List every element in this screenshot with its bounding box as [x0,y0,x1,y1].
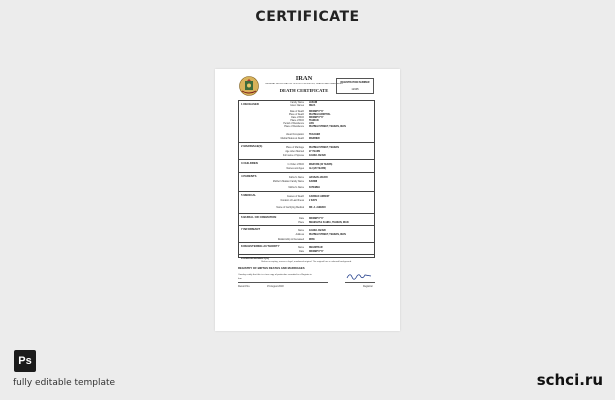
form-row: Place of Birth TEHRAN [290,120,319,122]
section-title: 8 REGISTERING AUTHORITY [241,244,280,248]
form-row: Marital Status at Death MARRIED [280,138,320,140]
coat-of-arms-icon [238,75,260,97]
form-row: Causes of Death CARDIAC ARREST [286,196,330,198]
form-row: Full name of Spouse ZAHRA JAFARI [282,155,326,157]
form-row: Duration of Last Illness 2 DAYS [280,200,318,202]
section-title: 9 ENDORSEMENT(S) [241,256,269,260]
form-row: Place of Residence RUZBEH STREET, TEHRAN, IRAN [284,126,346,128]
section-title: 1 DECEASED [241,102,259,106]
section-title: 7 INFORMANT [241,227,261,231]
registry-heading: REGISTRY OF BIRTHS DEATHS AND MARRIAGES [238,266,305,270]
signature-line [345,282,375,283]
brand-watermark: schci.ru [536,371,603,389]
section-title: 3 CHILDREN [241,161,258,165]
section-children [239,159,374,173]
form-row: Name REGISTRAR [297,247,323,249]
certificate-document [215,69,400,331]
photoshop-icon: Ps [14,350,36,372]
form-row: Age when Married 27 YEARS [285,151,321,153]
form-row: In Order of Birth MARYAM (32 YEARS) [287,164,333,166]
section-deceased [239,101,374,142]
form-row: Name ZAHRA JAFARI [297,230,326,232]
form-row: Date DD/MM/YYYY [299,251,324,253]
authenticity-note: Before accepting, ensure a legal, numbered original. The original has a coloured background. [261,261,352,263]
section-title: 5 MEDICAL [241,193,257,197]
certification-country: Iran [238,278,242,280]
form-row: Date of Death DD/MM/YYYY [289,111,324,113]
page-title: CERTIFICATE [255,9,360,25]
section-title: 2 MARRIAGE(S) [241,144,263,148]
section-title: 6 BURIAL OR CREMATION [241,215,277,219]
form-row: Relationship to Deceased WIFE [277,239,315,241]
form-divider [238,282,328,283]
form-row: Mother's Name FATEMEH [288,187,320,189]
section-endorsements [239,254,374,260]
section-medical [239,191,374,214]
registration-label: REGISTRATION NUMBER [340,81,370,84]
section-parents [239,172,374,192]
document-title: DEATH CERTIFICATE [279,88,329,93]
registration-number: 12345 [351,88,359,91]
record-date: 15 August 2018 [267,285,284,288]
template-caption: fully editable template [13,378,116,388]
form-row: Date of Birth DD/MM/YYYY [291,117,324,119]
certification-statement: I hereby certify that this is a true copy of particulars recorded in a Register in [238,274,312,276]
form-row: Given Names REZA [290,105,316,107]
form-row: Name of Certifying Medical DR. A. AHMADI [276,207,326,209]
form-row: Usual Occupation TEACHER [285,134,321,136]
country-name: IRAN [295,75,313,82]
form-row: Place of Death RUZBEH HOSPITAL [288,114,331,116]
form-row: Place BEHESHT-E ZAHRA, TEHRAN, IRAN [298,222,349,224]
section-informant [239,225,374,243]
form-row: Address RUZBEH STREET, TEHRAN, IRAN [295,234,346,236]
section-title: 4 PARENTS [241,174,257,178]
registration-box [336,78,374,94]
form-row: Family Name JAFARI [290,102,318,104]
record-number-label: Record No. [238,285,251,288]
form-row: Date DD/MM/YYYY [299,218,324,220]
issuing-office: GENERAL REGISTRATION OFFICE FOR BIRTHS, DEATHS AND MARRIAGES [265,83,343,85]
form-row: Place of Marriage RUZBEH STREET, TEHRAN [285,147,339,149]
form-row: Mother's Maiden Family Name KARIMI [272,181,318,183]
signature-image [345,271,373,281]
section-marriage [239,142,374,160]
form-row: Names and Ages ALI (28 YEARS) [286,168,326,170]
form-row: Period of Residence LIFE [283,123,314,125]
certificate-form [238,100,375,258]
registrar-label: Registrar [363,285,373,288]
form-row: Father's Name HASSAN JAFARI [289,177,328,179]
